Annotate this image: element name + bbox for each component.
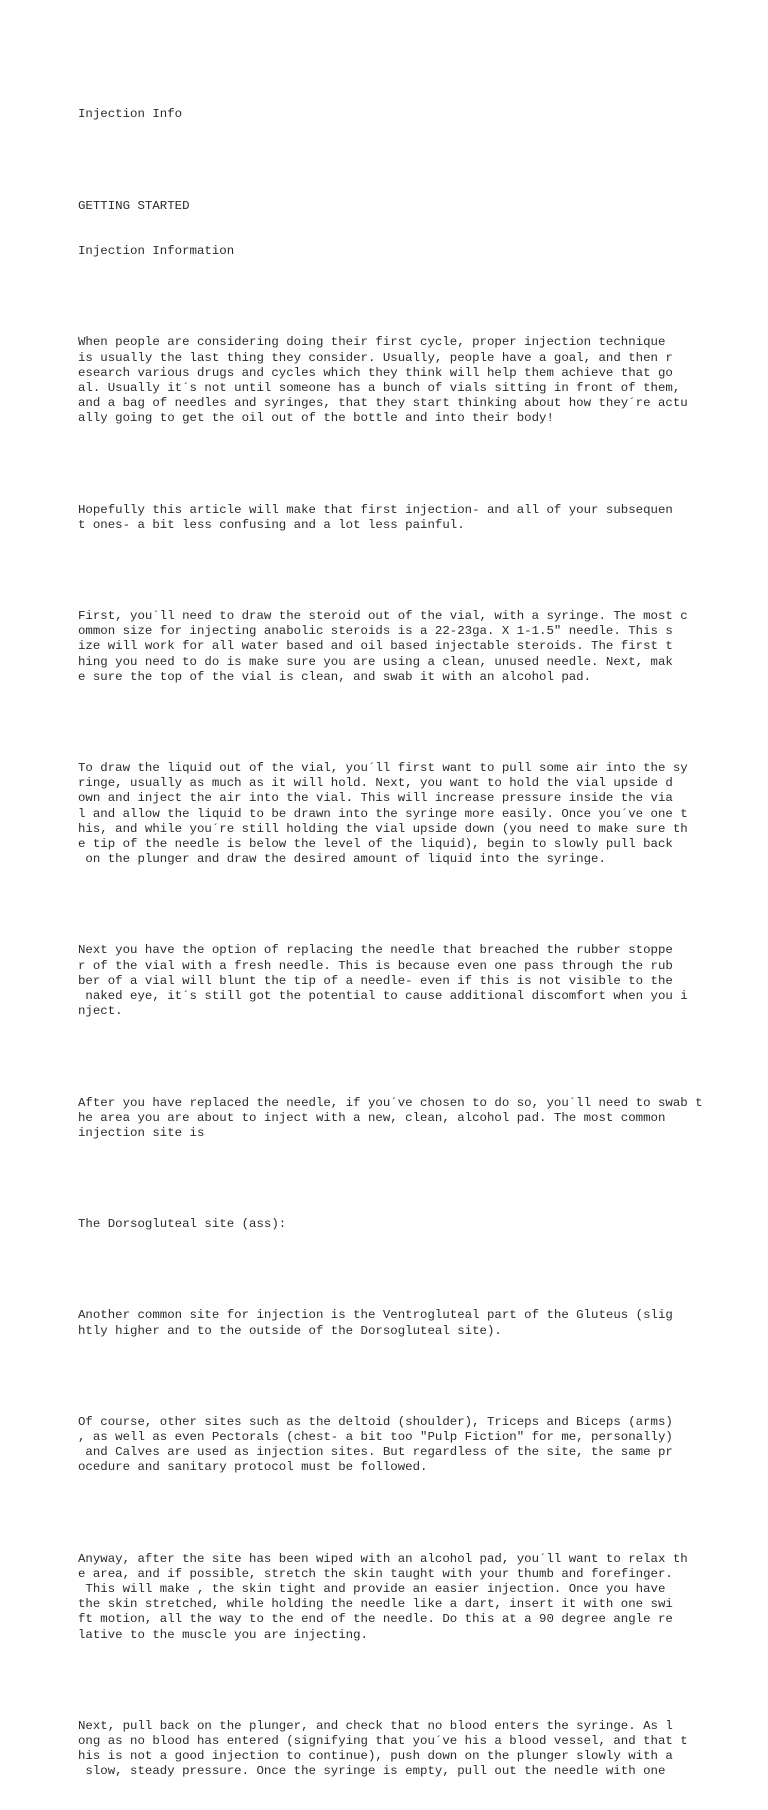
spacer — [78, 898, 758, 913]
paragraph-other-sites: Of course, other sites such as the deltoid (shoulder), Triceps and Biceps (arms) , as well as even Pectorals (chest- a bit too "Pulp Fiction" for me, personally) and Calves are used as injection sites. But regardless of the site, the same pr ocedure and sanitary protocol must be followed. — [78, 1414, 673, 1475]
spacer — [78, 1673, 758, 1688]
paragraph-ventrogluteal: Another common site for injection is the Ventrogluteal part of the Gluteus (slig htly higher and to the outside of the Dorsogluteal site). — [78, 1308, 673, 1338]
document-title: Injection Info — [78, 107, 183, 122]
spacer — [78, 290, 758, 305]
paragraph-dorsogluteal: The Dorsogluteal site (ass): — [78, 1217, 287, 1232]
paragraph-draw-liquid: To draw the liquid out of the vial, you´ll first want to pull some air into the sy ringe, usually as much as it will hold. Next, you want to hold the vial upside d own and inject the air into the vial. This will increase pressure inside the via l and allow the liquid to be drawn into the syringe more easily. Once you´ve one t his, and while you´re still holding the vial upside down (you need to make sure th e tip of the needle is below the level of the liquid), begin to slowly pull back on the plunger and draw the desired amount of liquid into the syringe. — [78, 761, 688, 867]
paragraph-aspirate: Next, pull back on the plunger, and check that no blood enters the syringe. As l ong as no blood has entered (signifying that you´ve his a blood vessel, and that t his is not a good injection to continue), push down on the plunger slowly with a slow, steady pressure. Once the syringe is empty, pull out the needle with one — [78, 1718, 688, 1779]
paragraph-draw-steroid: First, you´ll need to draw the steroid out of the vial, with a syringe. The most c ommon size for injecting anabolic steroids is a 22-23ga. X 1-1.5" needle. This s ize will work for all water based and oil based injectable steroids. The first t hing you need to do is make sure you are using a clean, unused needle. Next, mak e sure the top of the vial is clean, and swab it with an alcohol pad. — [78, 609, 688, 684]
spacer — [78, 1506, 758, 1521]
spacer — [78, 563, 758, 578]
spacer — [78, 1369, 758, 1384]
spacer — [78, 715, 758, 730]
spacer — [78, 153, 758, 168]
spacer — [78, 1172, 758, 1187]
spacer — [78, 1050, 758, 1065]
paragraph-technique: Anyway, after the site has been wiped with an alcohol pad, you´ll want to relax th e area, and if possible, stretch the skin taught with your thumb and forefinger. This will make , the skin tight and provide an easier injection. Once you have the skin stretched, while holding the needle like a dart, insert it with one swi ft motion, all the way to the end of the needle. Do this at a 90 degree angle re lative to the muscle you are injecting. — [78, 1551, 688, 1642]
paragraph-replace-needle: Next you have the option of replacing the needle that breached the rubber stoppe r of the vial with a fresh needle. This is because even one pass through the rub ber of a vial will blunt the tip of a needle- even if this is not visible to the naked eye, it´s still got the potential to cause additional discomfort when you i nject. — [78, 943, 688, 1019]
spacer — [78, 457, 758, 472]
document-body — [78, 77, 758, 1810]
paragraph-swab-area: After you have replaced the needle, if you´ve chosen to do so, you´ll need to swab t he area you are about to inject with a new, clean, alcohol pad. The most common injection site is — [78, 1095, 703, 1140]
paragraph-purpose: Hopefully this article will make that first injection- and all of your subsequen t ones- a bit less confusing and a lot less painful. — [78, 502, 673, 532]
spacer — [78, 1263, 758, 1278]
paragraph-intro: When people are considering doing their first cycle, proper injection technique is usually the last thing they consider. Usually, people have a goal, and then r esearch various drugs and cycles which they think will help them achieve that go al. Usually it´s not until someone has a bunch of vials sitting in front of them, and a bag of needles and syringes, that they start thinking about how they´re actu ally going to get the oil out of the bottle and into their body! — [78, 335, 688, 426]
section-heading: GETTING STARTED — [78, 198, 190, 213]
section-subheading: Injection Information — [78, 244, 235, 259]
